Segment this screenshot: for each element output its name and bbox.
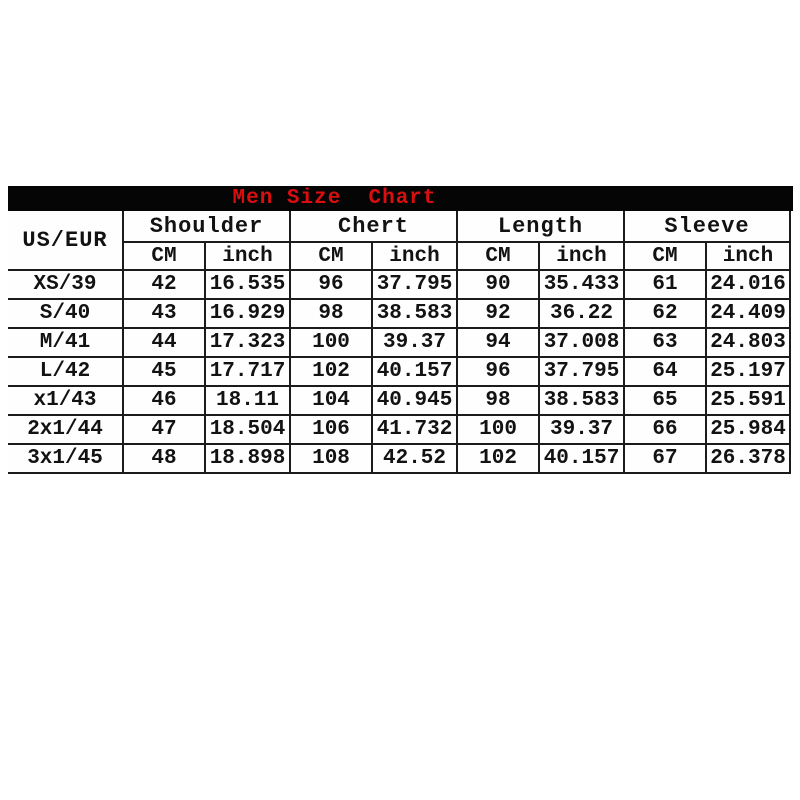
table-row — [8, 386, 790, 415]
size-chart-block — [8, 186, 793, 474]
value-cell: 102 — [457, 444, 539, 473]
table-row — [8, 444, 790, 473]
value-cell: 38.583 — [372, 299, 457, 328]
value-cell: 35.433 — [539, 270, 624, 299]
size-label: 2x1/44 — [8, 415, 123, 444]
unit-header-shoulder-inch: inch — [205, 242, 290, 270]
value-cell: 37.008 — [539, 328, 624, 357]
group-header-row — [8, 211, 790, 242]
value-cell: 17.717 — [205, 357, 290, 386]
value-cell: 44 — [123, 328, 205, 357]
value-cell: 39.37 — [539, 415, 624, 444]
value-cell: 66 — [624, 415, 706, 444]
value-cell: 48 — [123, 444, 205, 473]
value-cell: 100 — [290, 328, 372, 357]
unit-header-sleeve-inch: inch — [706, 242, 790, 270]
value-cell: 92 — [457, 299, 539, 328]
size-label: XS/39 — [8, 270, 123, 299]
unit-header-chert-cm: CM — [290, 242, 372, 270]
value-cell: 46 — [123, 386, 205, 415]
value-cell: 96 — [457, 357, 539, 386]
value-cell: 106 — [290, 415, 372, 444]
unit-header-sleeve-cm: CM — [624, 242, 706, 270]
value-cell: 98 — [290, 299, 372, 328]
value-cell: 45 — [123, 357, 205, 386]
value-cell: 42.52 — [372, 444, 457, 473]
value-cell: 16.929 — [205, 299, 290, 328]
value-cell: 24.016 — [706, 270, 790, 299]
table-row — [8, 328, 790, 357]
value-cell: 18.504 — [205, 415, 290, 444]
value-cell: 94 — [457, 328, 539, 357]
group-header-sleeve: Sleeve — [624, 211, 790, 242]
unit-header-row — [8, 242, 790, 270]
value-cell: 100 — [457, 415, 539, 444]
unit-header-length-inch: inch — [539, 242, 624, 270]
value-cell: 40.157 — [539, 444, 624, 473]
value-cell: 39.37 — [372, 328, 457, 357]
value-cell: 43 — [123, 299, 205, 328]
value-cell: 90 — [457, 270, 539, 299]
corner-header-us-eur: US/EUR — [8, 211, 123, 270]
value-cell: 67 — [624, 444, 706, 473]
value-cell: 40.157 — [372, 357, 457, 386]
value-cell: 24.409 — [706, 299, 790, 328]
value-cell: 42 — [123, 270, 205, 299]
value-cell: 108 — [290, 444, 372, 473]
group-header-chert: Chert — [290, 211, 457, 242]
size-label: L/42 — [8, 357, 123, 386]
value-cell: 61 — [624, 270, 706, 299]
value-cell: 25.984 — [706, 415, 790, 444]
table-row — [8, 357, 790, 386]
chart-title: Men Size Chart — [232, 187, 437, 210]
value-cell: 38.583 — [539, 386, 624, 415]
value-cell: 26.378 — [706, 444, 790, 473]
value-cell: 64 — [624, 357, 706, 386]
value-cell: 102 — [290, 357, 372, 386]
unit-header-length-cm: CM — [457, 242, 539, 270]
value-cell: 37.795 — [539, 357, 624, 386]
unit-header-chert-inch: inch — [372, 242, 457, 270]
size-table — [8, 211, 791, 474]
value-cell: 98 — [457, 386, 539, 415]
value-cell: 37.795 — [372, 270, 457, 299]
value-cell: 17.323 — [205, 328, 290, 357]
value-cell: 25.591 — [706, 386, 790, 415]
value-cell: 18.11 — [205, 386, 290, 415]
value-cell: 47 — [123, 415, 205, 444]
group-header-length: Length — [457, 211, 624, 242]
value-cell: 18.898 — [205, 444, 290, 473]
value-cell: 24.803 — [706, 328, 790, 357]
value-cell: 16.535 — [205, 270, 290, 299]
value-cell: 96 — [290, 270, 372, 299]
value-cell: 40.945 — [372, 386, 457, 415]
value-cell: 25.197 — [706, 357, 790, 386]
size-label: x1/43 — [8, 386, 123, 415]
table-row — [8, 415, 790, 444]
size-label: S/40 — [8, 299, 123, 328]
value-cell: 36.22 — [539, 299, 624, 328]
value-cell: 41.732 — [372, 415, 457, 444]
table-row — [8, 299, 790, 328]
table-row — [8, 270, 790, 299]
size-label: 3x1/45 — [8, 444, 123, 473]
value-cell: 63 — [624, 328, 706, 357]
title-bar — [8, 186, 793, 211]
group-header-shoulder: Shoulder — [123, 211, 290, 242]
unit-header-shoulder-cm: CM — [123, 242, 205, 270]
value-cell: 104 — [290, 386, 372, 415]
size-label: M/41 — [8, 328, 123, 357]
value-cell: 62 — [624, 299, 706, 328]
value-cell: 65 — [624, 386, 706, 415]
